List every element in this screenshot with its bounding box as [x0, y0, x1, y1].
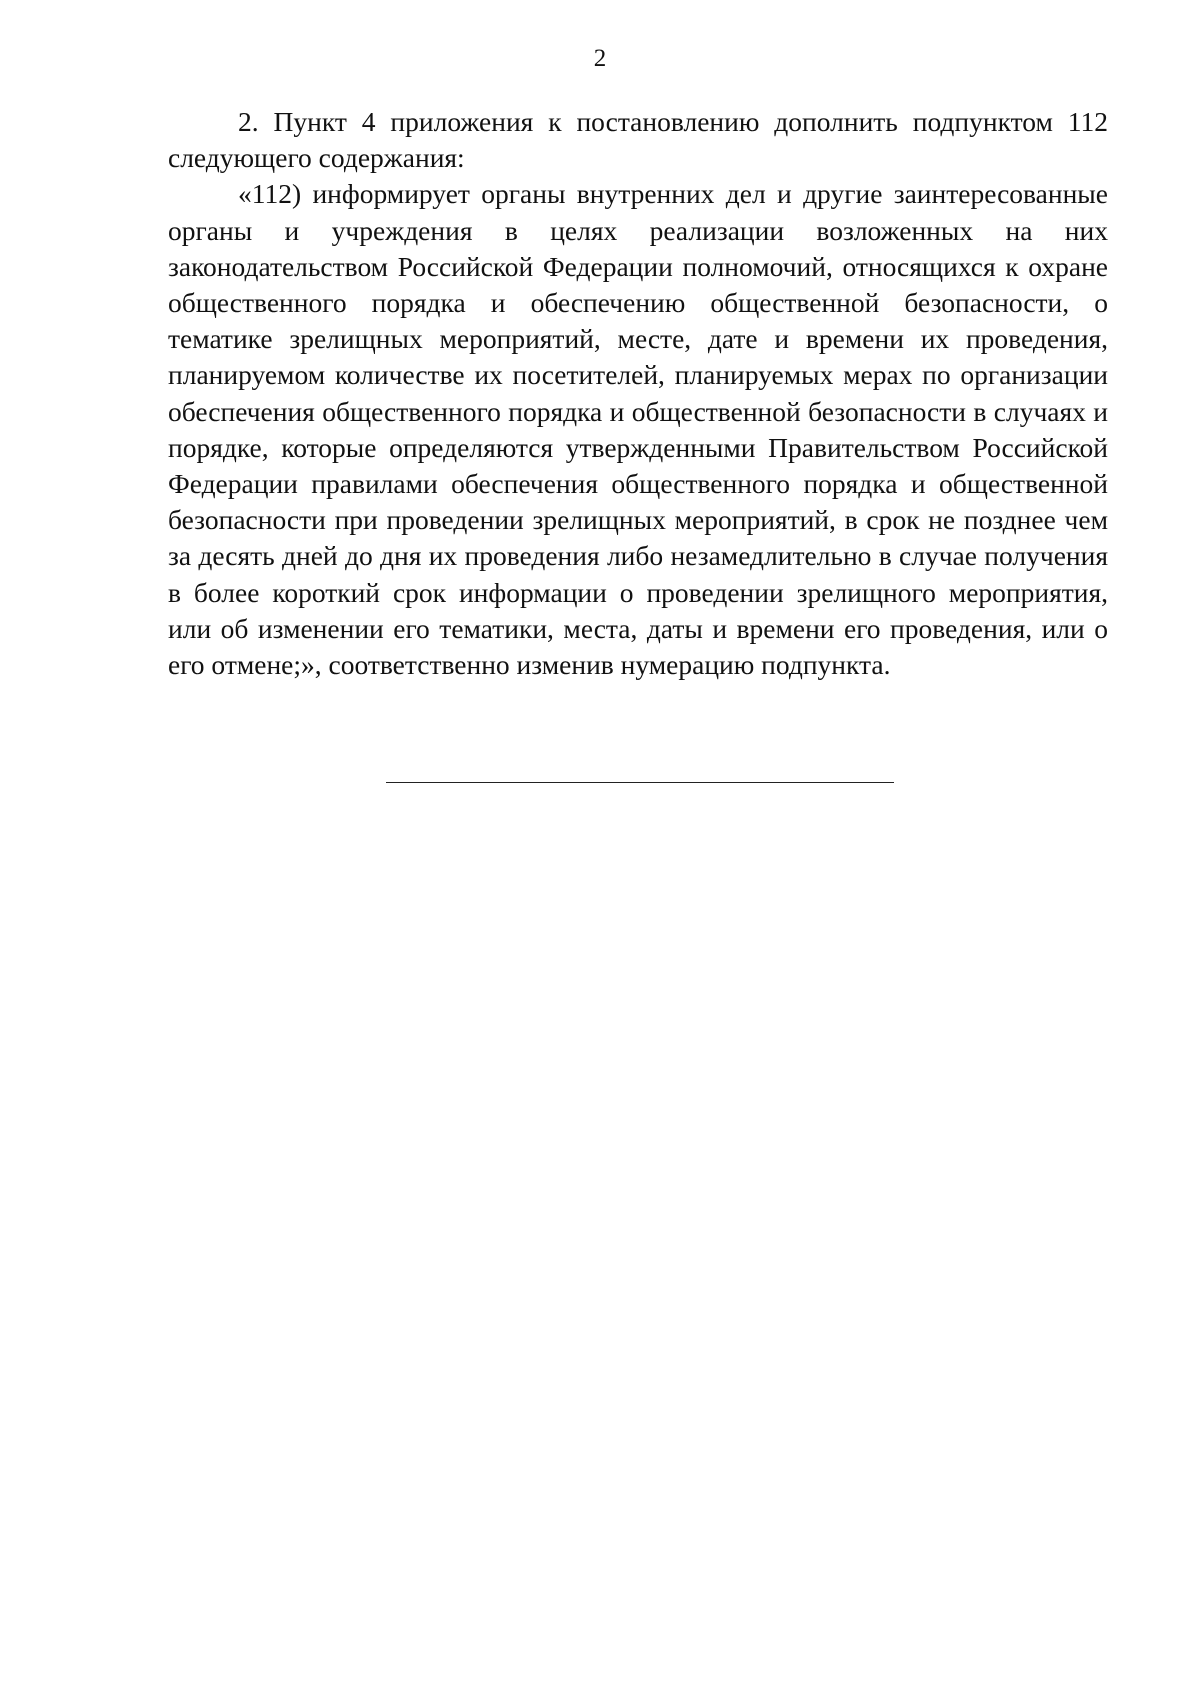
- paragraph-amendment-intro: 2. Пункт 4 приложения к постановлению дополнить подпунктом 112 следующего содержания:: [168, 106, 1108, 174]
- page-number: 2: [593, 45, 607, 72]
- closing-separator-line: [386, 782, 894, 783]
- paragraph-subpoint-112: «112) информирует органы внутренних дел и другие заинтересованные органы и учреждения в целях реализации возложенных на них законодательством Российской Федерации полномочий, относящихся к охране общественного порядка и обеспечению общественной безопасности, о тематике зрелищных мероприятий, месте, дате и времени их проведения, планируемом количестве их посетителей, планируемых мерах по организации обеспечения общественного порядка и общественной безопасности в случаях и порядке, которые определяются утвержденными Правительством Российской Федерации правилами обеспечения общественного порядка и общественной безопасности при проведении зрелищных мероприятий, в срок не позднее чем за десять дней до дня их проведения либо незамедлительно в случае получения в более короткий срок информации о проведении зрелищного мероприятия, или об изменении его тематики, места, даты и времени его проведения, или о его отмене;», соответственно изменив нумерацию подпункта.: [168, 178, 1108, 681]
- document-body: [168, 104, 1108, 683]
